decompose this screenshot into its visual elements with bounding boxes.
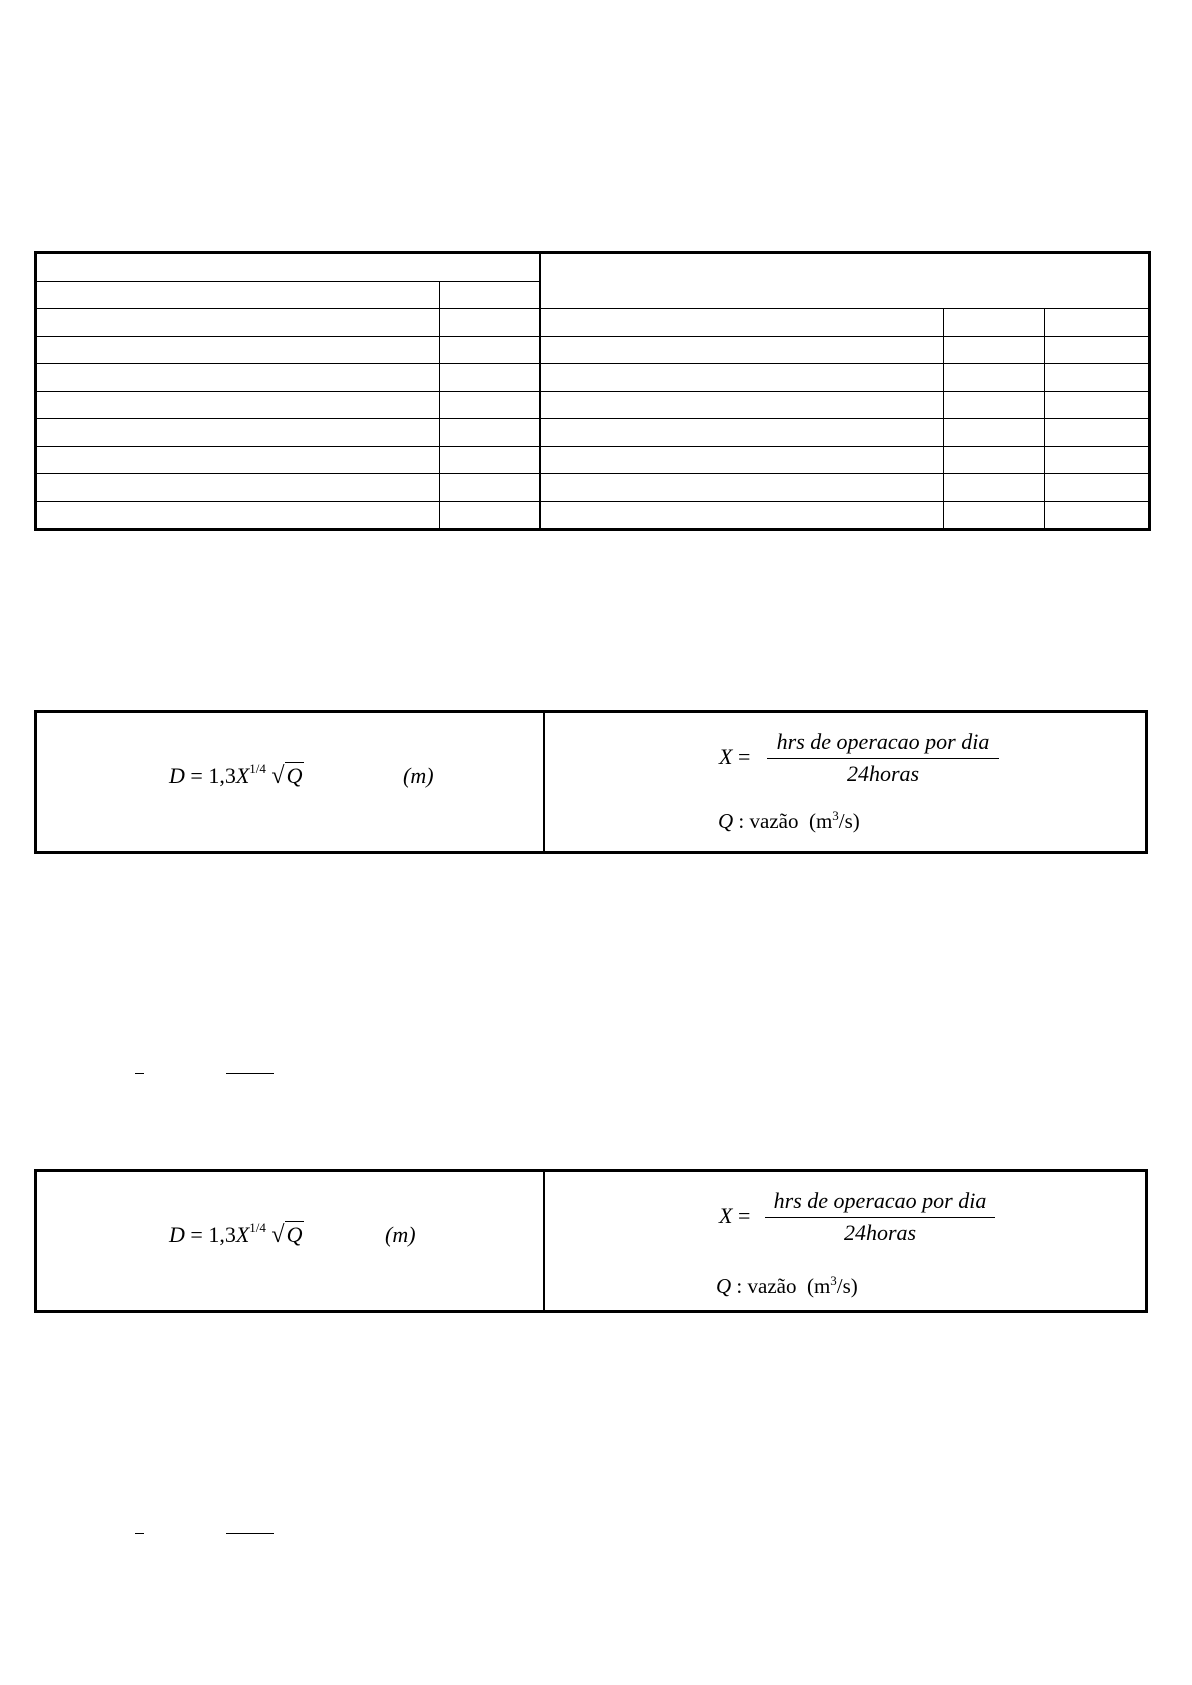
table-cell bbox=[440, 391, 540, 419]
formula-exponent: 1/4 bbox=[249, 1220, 266, 1235]
formula-symbol: X bbox=[719, 744, 733, 769]
definition-text: : vazão bbox=[738, 809, 799, 833]
sqrt-sign: √Q bbox=[271, 763, 303, 789]
equation-dash bbox=[135, 1533, 144, 1534]
table-cell bbox=[944, 474, 1045, 502]
q-definition bbox=[718, 809, 860, 834]
table-cell bbox=[36, 501, 440, 530]
table-cell bbox=[36, 364, 440, 392]
equation-dash bbox=[135, 1073, 144, 1074]
table-cell bbox=[1045, 391, 1150, 419]
table-cell bbox=[440, 501, 540, 530]
table-cell bbox=[1045, 474, 1150, 502]
table-row bbox=[36, 446, 1150, 474]
formula-symbol: D bbox=[169, 1222, 185, 1247]
unit-label: (m) bbox=[403, 763, 434, 788]
table-cell bbox=[440, 281, 540, 309]
table-cell bbox=[540, 336, 944, 364]
formula-unit bbox=[403, 763, 434, 789]
table-row bbox=[36, 253, 1150, 282]
table-cell bbox=[36, 446, 440, 474]
table-cell bbox=[440, 309, 540, 337]
fraction-denominator: 24horas bbox=[846, 761, 920, 786]
formula-symbol: X bbox=[719, 1203, 733, 1228]
table-cell bbox=[540, 501, 944, 530]
table-cell bbox=[944, 501, 1045, 530]
table-cell bbox=[36, 474, 440, 502]
table-cell bbox=[440, 336, 540, 364]
table-cell bbox=[944, 391, 1045, 419]
table-cell bbox=[540, 364, 944, 392]
q-definition bbox=[716, 1274, 858, 1299]
table-header-cell-left bbox=[36, 253, 540, 282]
fraction-denominator: 24horas bbox=[843, 1220, 917, 1245]
table-cell bbox=[540, 474, 944, 502]
table-cell bbox=[440, 446, 540, 474]
table-row bbox=[36, 501, 1150, 530]
formula-variable: X bbox=[235, 763, 250, 788]
table-cell bbox=[944, 336, 1045, 364]
table-cell bbox=[944, 309, 1045, 337]
table-row bbox=[36, 474, 1150, 502]
formula-unit bbox=[385, 1222, 416, 1248]
formula-exponent: 1/4 bbox=[249, 761, 266, 776]
unit-tail: /s) bbox=[838, 809, 860, 833]
table-row bbox=[36, 336, 1150, 364]
table-row bbox=[36, 309, 1150, 337]
formula-operator: = bbox=[737, 1203, 751, 1228]
table-cell bbox=[36, 336, 440, 364]
unit-base: (m bbox=[806, 1274, 831, 1298]
formula-operator: = bbox=[190, 763, 203, 788]
table-cell bbox=[36, 391, 440, 419]
table-row bbox=[36, 391, 1150, 419]
diameter-formula-panel bbox=[37, 713, 545, 851]
unit-exponent: 3 bbox=[830, 1273, 837, 1288]
unit-base: (m bbox=[808, 809, 833, 833]
formula-symbol: Q bbox=[718, 809, 734, 833]
definition-text: : vazão bbox=[736, 1274, 797, 1298]
table-cell bbox=[1045, 309, 1150, 337]
formula-coefficient: 1,3 bbox=[208, 763, 236, 788]
formula-sqrt-argument: Q bbox=[286, 1222, 303, 1247]
table-cell bbox=[944, 419, 1045, 447]
formula-variable: X bbox=[235, 1222, 250, 1247]
table-cell bbox=[540, 446, 944, 474]
x-definition-lhs bbox=[719, 1203, 750, 1229]
table-cell bbox=[1045, 336, 1150, 364]
table-row bbox=[36, 364, 1150, 392]
table-cell bbox=[540, 391, 944, 419]
formula-symbol: D bbox=[169, 763, 185, 788]
unit-label: (m) bbox=[385, 1222, 416, 1247]
unit-exponent: 3 bbox=[832, 808, 839, 823]
x-definition-fraction bbox=[767, 729, 999, 787]
equation-dash bbox=[226, 1533, 274, 1534]
formula-box bbox=[34, 710, 1148, 854]
formula-operator: = bbox=[190, 1222, 203, 1247]
table-cell bbox=[540, 419, 944, 447]
fraction-numerator: hrs de operacao por dia bbox=[765, 1188, 995, 1218]
formula-sqrt-argument: Q bbox=[286, 763, 303, 788]
table-cell bbox=[1045, 446, 1150, 474]
diameter-formula bbox=[169, 1222, 304, 1249]
formula-box bbox=[34, 1169, 1148, 1313]
x-definition-fraction bbox=[765, 1188, 995, 1246]
x-definition-lhs bbox=[719, 744, 750, 770]
table-cell bbox=[36, 419, 440, 447]
table-cell bbox=[1045, 419, 1150, 447]
unit-tail: /s) bbox=[836, 1274, 858, 1298]
sqrt-sign: √Q bbox=[271, 1222, 303, 1248]
equation-dash bbox=[226, 1073, 274, 1074]
table-cell bbox=[540, 309, 944, 337]
table-cell bbox=[1045, 364, 1150, 392]
formula-operator: = bbox=[737, 744, 751, 769]
table-cell bbox=[440, 474, 540, 502]
table-cell bbox=[440, 419, 540, 447]
fraction-numerator: hrs de operacao por dia bbox=[767, 729, 999, 759]
diameter-formula bbox=[169, 763, 304, 790]
table-header-cell-right bbox=[540, 253, 1150, 309]
data-table bbox=[34, 251, 1151, 531]
table-row bbox=[36, 419, 1150, 447]
formula-symbol: Q bbox=[716, 1274, 732, 1298]
definitions-panel bbox=[545, 1172, 1145, 1310]
table-cell bbox=[36, 309, 440, 337]
table-cell bbox=[440, 364, 540, 392]
formula-coefficient: 1,3 bbox=[208, 1222, 236, 1247]
table-cell bbox=[944, 446, 1045, 474]
diameter-formula-panel bbox=[37, 1172, 545, 1310]
table-cell bbox=[36, 281, 440, 309]
table-cell bbox=[1045, 501, 1150, 530]
definitions-panel bbox=[545, 713, 1145, 851]
table-cell bbox=[944, 364, 1045, 392]
